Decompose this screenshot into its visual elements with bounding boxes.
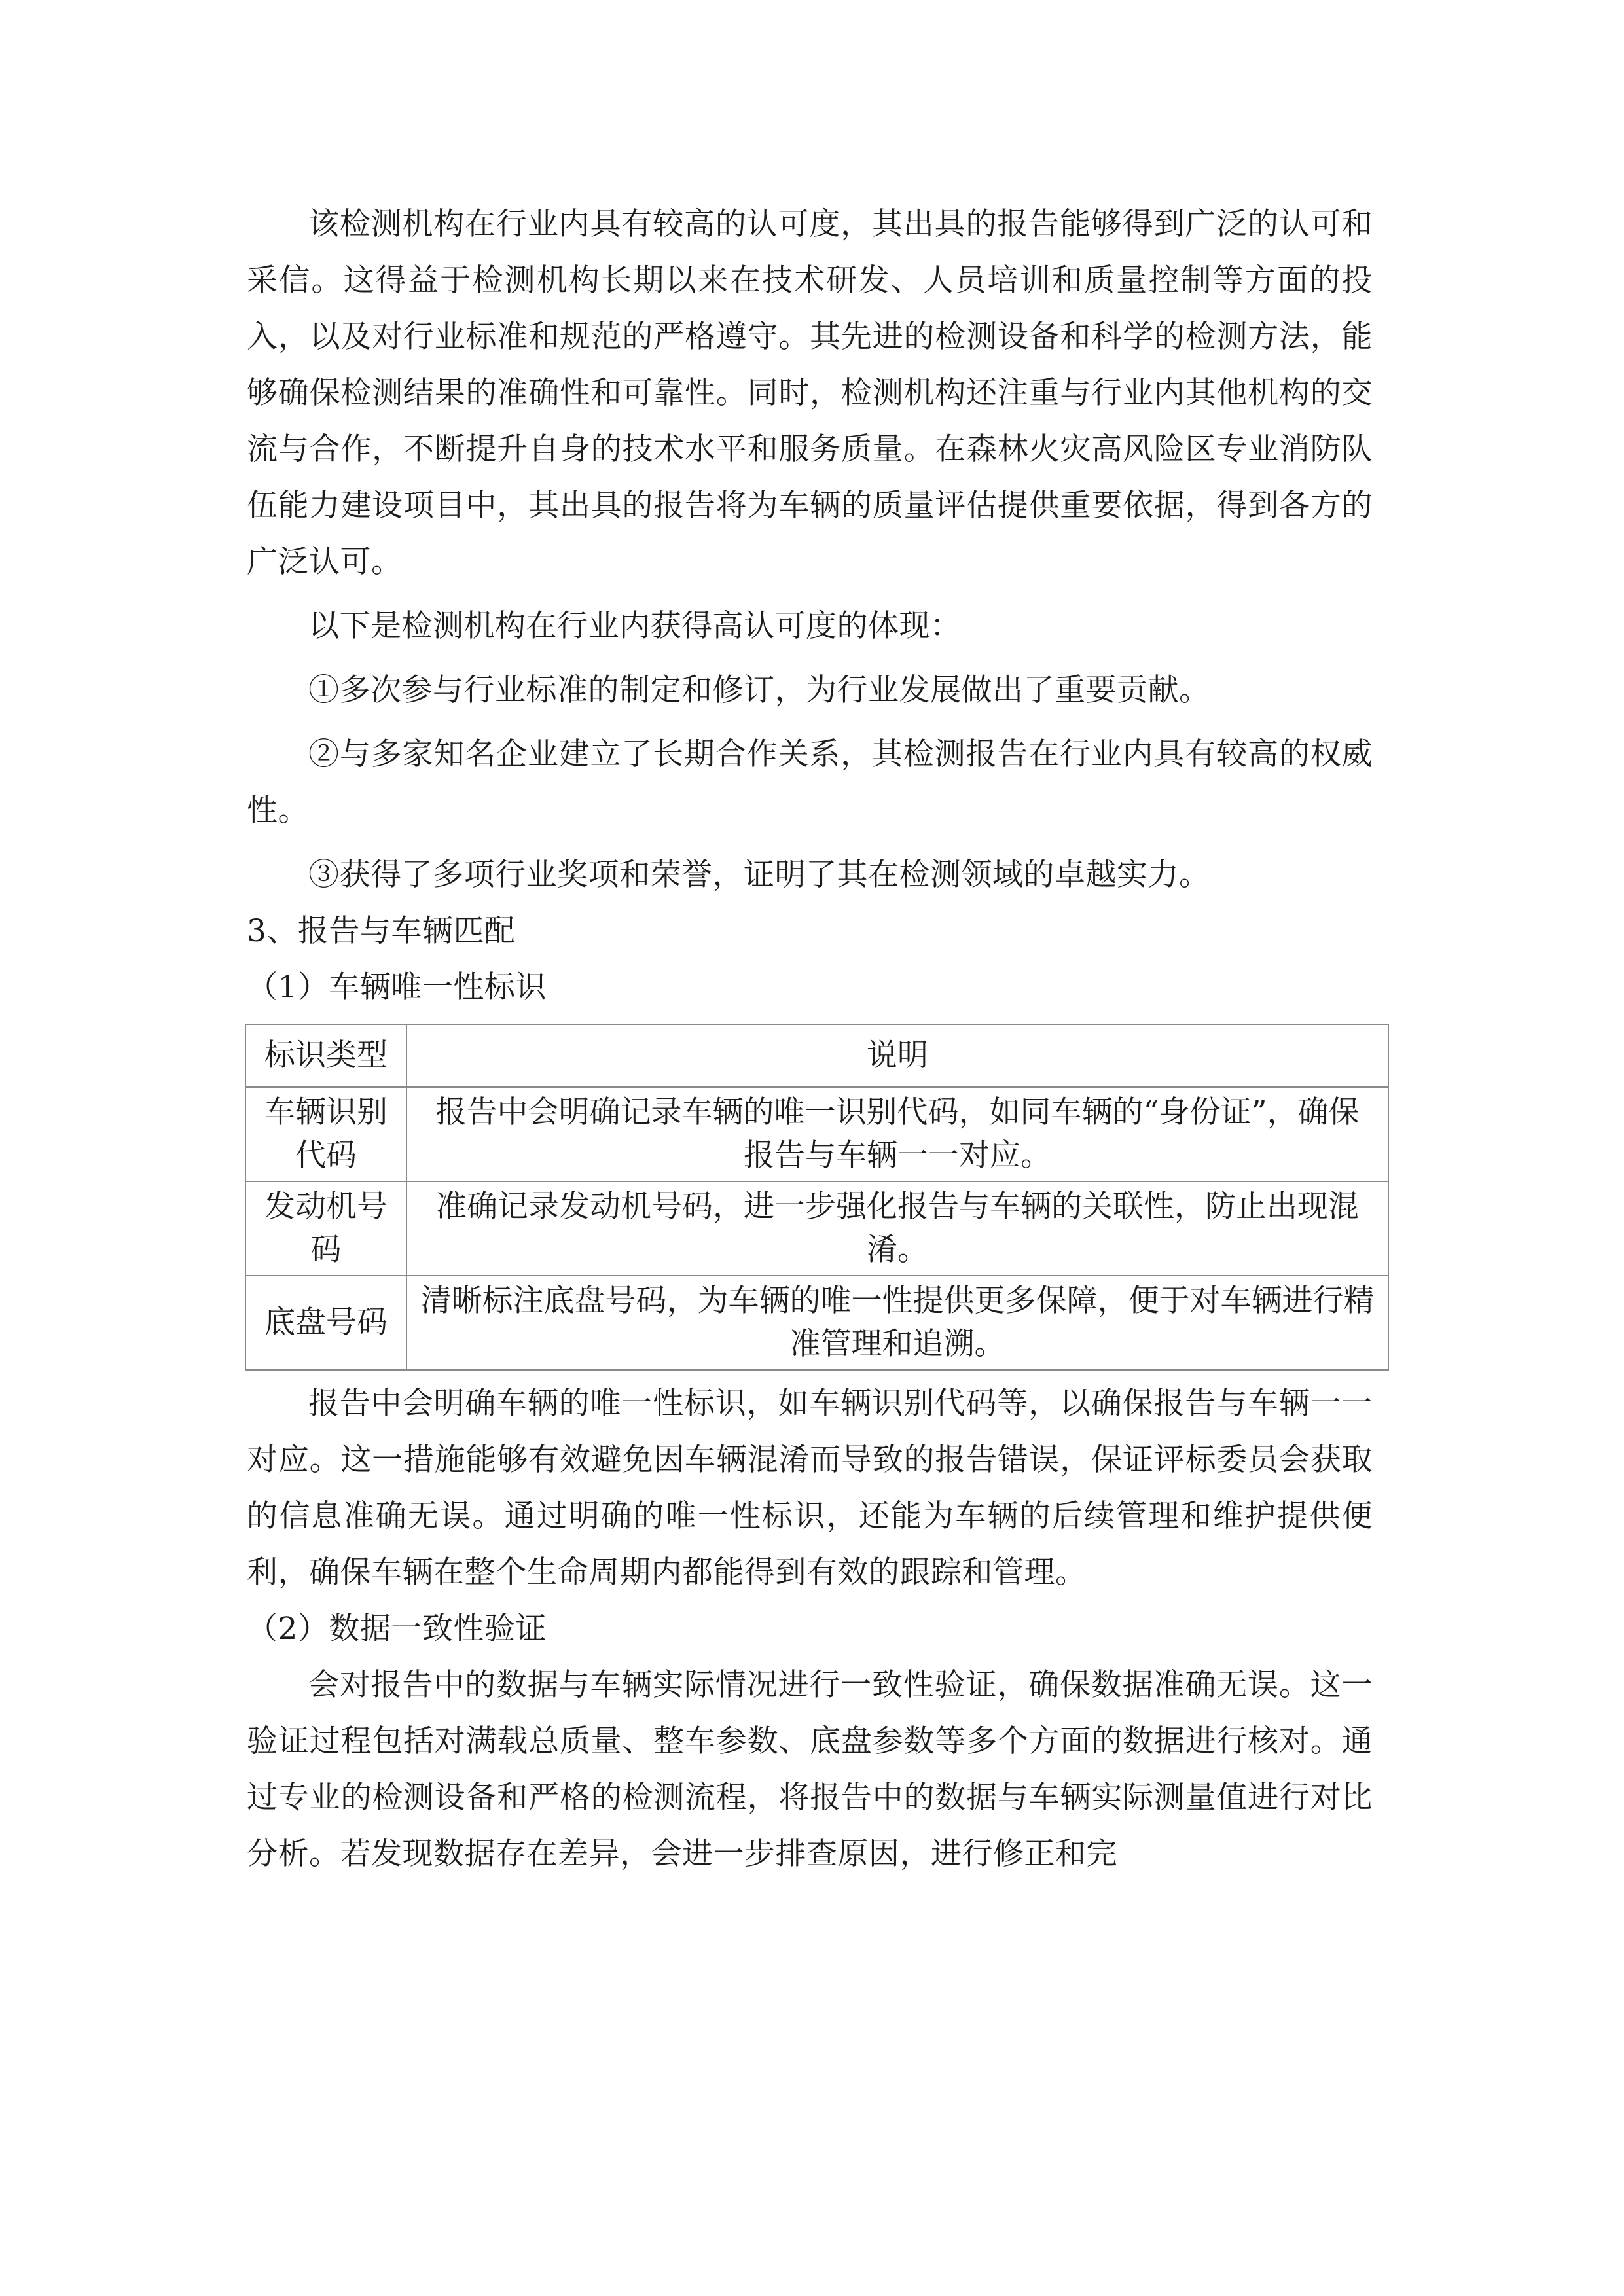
table-cell-desc: 报告中会明确记录车辆的唯一识别代码，如同车辆的“身份证”，确保报告与车辆一一对应。 <box>406 1087 1388 1181</box>
list-item-3: ③获得了多项行业奖项和荣誉，证明了其在检测领域的卓越实力。 <box>308 857 1210 893</box>
subsection-heading-2: （2）数据一致性验证 <box>247 1611 547 1647</box>
table-cell-desc: 准确记录发动机号码，进一步强化报告与车辆的关联性，防止出现混淆。 <box>406 1181 1388 1276</box>
table-cell-type: 底盘号码 <box>245 1276 406 1370</box>
table-cell-desc: 清晰标注底盘号码，为车辆的唯一性提供更多保障，便于对车辆进行精准管理和追溯。 <box>406 1276 1388 1370</box>
table-cell-type: 车辆识别代码 <box>245 1087 406 1181</box>
paragraph-recognition: 该检测机构在行业内具有较高的认可度，其出具的报告能够得到广泛的认可和采信。这得益于检测机构长期以来在技术研发、人员培训和质量控制等方面的投入，以及对行业标准和规范的严格遵守。其先进的检测设备和科学的检测方法，能够确保检测结果的准确性和可靠性。同时，检测机构还注重与行业内其他机构的交流与合作，不断提升自身的技术水平和服务质量。在森林火灾高风险区专业消防队伍能力建设项目中，其出具的报告将为车辆的质量评估提供重要依据，得到各方的广泛认可。 <box>247 206 1373 580</box>
list-item-1: ①多次参与行业标准的制定和修订，为行业发展做出了重要贡献。 <box>308 672 1210 708</box>
section-heading: 3、报告与车辆匹配 <box>247 913 516 949</box>
table-row <box>245 1087 1388 1181</box>
table-header-cell: 说明 <box>406 1024 1388 1087</box>
identification-table <box>245 1024 1389 1371</box>
paragraph-unique-id: 报告中会明确车辆的唯一性标识，如车辆识别代码等，以确保报告与车辆一一对应。这一措施能够有效避免因车辆混淆而导致的报告错误，保证评标委员会获取的信息准确无误。通过明确的唯一性标识，还能为车辆的后续管理和维护提供便利，确保车辆在整个生命周期内都能得到有效的跟踪和管理。 <box>247 1386 1373 1590</box>
paragraph-data-verification: 会对报告中的数据与车辆实际情况进行一致性验证，确保数据准确无误。这一验证过程包括对满载总质量、整车参数、底盘参数等多个方面的数据进行核对。通过专业的检测设备和严格的检测流程，将报告中的数据与车辆实际测量值进行对比分析。若发现数据存在差异，会进一步排查原因，进行修正和完 <box>247 1667 1373 1872</box>
table-cell-type: 发动机号码 <box>245 1181 406 1276</box>
table-row <box>245 1181 1388 1276</box>
table-header-row <box>245 1024 1388 1087</box>
document-body <box>247 196 1373 1882</box>
subsection-heading-1: （1）车辆唯一性标识 <box>247 969 547 1005</box>
table-row <box>245 1276 1388 1370</box>
table-header-cell: 标识类型 <box>245 1024 406 1087</box>
list-item-2: ②与多家知名企业建立了长期合作关系，其检测报告在行业内具有较高的权威性。 <box>247 736 1373 829</box>
paragraph-list-intro: 以下是检测机构在行业内获得高认可度的体现： <box>308 608 962 644</box>
